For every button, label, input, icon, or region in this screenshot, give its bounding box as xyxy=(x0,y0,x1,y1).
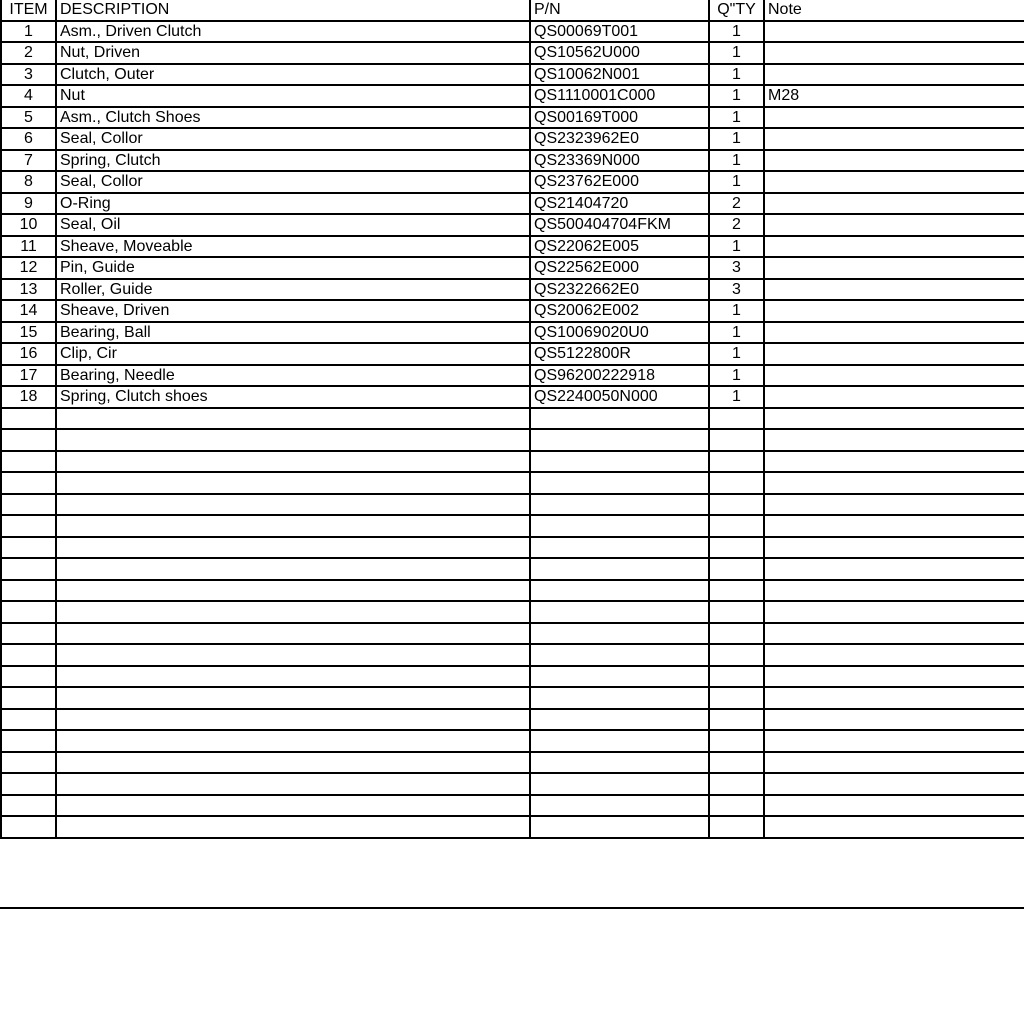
table-row xyxy=(1,365,1024,387)
cell-item xyxy=(1,752,56,774)
cell-note xyxy=(764,730,1024,752)
cell-description: Spring, Clutch shoes xyxy=(56,386,530,408)
cell-description: Seal, Collor xyxy=(56,171,530,193)
cell-note xyxy=(764,666,1024,688)
cell-part-number xyxy=(530,623,709,645)
cell-quantity: 1 xyxy=(709,85,764,107)
cell-quantity xyxy=(709,429,764,451)
table-row xyxy=(1,408,1024,430)
cell-quantity xyxy=(709,601,764,623)
cell-quantity xyxy=(709,537,764,559)
cell-note xyxy=(764,214,1024,236)
cell-item xyxy=(1,601,56,623)
cell-quantity xyxy=(709,558,764,580)
cell-quantity xyxy=(709,580,764,602)
table-row xyxy=(1,666,1024,688)
cell-part-number: QS00069T001 xyxy=(530,21,709,43)
cell-quantity xyxy=(709,451,764,473)
cell-item xyxy=(1,709,56,731)
cell-note xyxy=(764,365,1024,387)
cell-part-number xyxy=(530,752,709,774)
cell-note xyxy=(764,601,1024,623)
cell-note xyxy=(764,472,1024,494)
cell-note xyxy=(764,21,1024,43)
cell-part-number: QS5122800R xyxy=(530,343,709,365)
header-part-number: P/N xyxy=(530,0,709,21)
cell-quantity xyxy=(709,687,764,709)
cell-quantity xyxy=(709,795,764,817)
cell-description: Sheave, Driven xyxy=(56,300,530,322)
cell-part-number xyxy=(530,494,709,516)
cell-description xyxy=(56,601,530,623)
cell-description xyxy=(56,644,530,666)
table-row xyxy=(1,623,1024,645)
cell-description xyxy=(56,687,530,709)
cell-note xyxy=(764,42,1024,64)
cell-description: Roller, Guide xyxy=(56,279,530,301)
table-row xyxy=(1,214,1024,236)
cell-part-number xyxy=(530,580,709,602)
cell-part-number xyxy=(530,687,709,709)
cell-quantity: 1 xyxy=(709,42,764,64)
table-row xyxy=(1,64,1024,86)
cell-quantity xyxy=(709,472,764,494)
cell-note xyxy=(764,107,1024,129)
cell-part-number xyxy=(530,472,709,494)
header-quantity: Q"TY xyxy=(709,0,764,21)
table-row xyxy=(1,322,1024,344)
cell-description xyxy=(56,795,530,817)
table-row xyxy=(1,42,1024,64)
cell-item: 1 xyxy=(1,21,56,43)
cell-item: 3 xyxy=(1,64,56,86)
table-row xyxy=(1,558,1024,580)
cell-quantity: 2 xyxy=(709,214,764,236)
cell-note xyxy=(764,300,1024,322)
cell-quantity xyxy=(709,816,764,838)
cell-quantity xyxy=(709,644,764,666)
header-note: Note xyxy=(764,0,1024,21)
cell-note xyxy=(764,709,1024,731)
cell-item: 2 xyxy=(1,42,56,64)
cell-quantity: 1 xyxy=(709,322,764,344)
cell-description: Bearing, Needle xyxy=(56,365,530,387)
cell-item: 7 xyxy=(1,150,56,172)
cell-part-number: QS23369N000 xyxy=(530,150,709,172)
table-row xyxy=(1,795,1024,817)
table-row xyxy=(1,257,1024,279)
cell-item xyxy=(1,451,56,473)
cell-note xyxy=(764,257,1024,279)
cell-quantity: 1 xyxy=(709,343,764,365)
cell-description xyxy=(56,515,530,537)
cell-note xyxy=(764,773,1024,795)
cell-item: 13 xyxy=(1,279,56,301)
cell-note xyxy=(764,343,1024,365)
cell-item: 8 xyxy=(1,171,56,193)
table-header-row xyxy=(1,0,1024,21)
cell-item: 11 xyxy=(1,236,56,258)
cell-item xyxy=(1,687,56,709)
cell-description: Seal, Collor xyxy=(56,128,530,150)
cell-note xyxy=(764,687,1024,709)
cell-note xyxy=(764,279,1024,301)
cell-description xyxy=(56,666,530,688)
table-row xyxy=(1,773,1024,795)
cell-note xyxy=(764,451,1024,473)
cell-part-number: QS10562U000 xyxy=(530,42,709,64)
cell-note xyxy=(764,623,1024,645)
cell-quantity xyxy=(709,752,764,774)
cell-description: Nut, Driven xyxy=(56,42,530,64)
cell-part-number: QS20062E002 xyxy=(530,300,709,322)
table-row xyxy=(1,472,1024,494)
cell-item xyxy=(1,795,56,817)
cell-description: Clip, Cir xyxy=(56,343,530,365)
cell-item: 10 xyxy=(1,214,56,236)
cell-description: Seal, Oil xyxy=(56,214,530,236)
cell-note xyxy=(764,150,1024,172)
cell-description xyxy=(56,580,530,602)
cell-note xyxy=(764,537,1024,559)
table-row xyxy=(1,128,1024,150)
cell-part-number xyxy=(530,601,709,623)
table-row xyxy=(1,85,1024,107)
cell-note xyxy=(764,494,1024,516)
cell-quantity: 1 xyxy=(709,386,764,408)
cell-item: 6 xyxy=(1,128,56,150)
cell-item xyxy=(1,429,56,451)
cell-quantity: 1 xyxy=(709,171,764,193)
cell-description xyxy=(56,558,530,580)
cell-part-number xyxy=(530,451,709,473)
cell-description xyxy=(56,429,530,451)
cell-note xyxy=(764,795,1024,817)
table-row xyxy=(1,193,1024,215)
cell-item xyxy=(1,472,56,494)
cell-part-number xyxy=(530,408,709,430)
table-row xyxy=(1,451,1024,473)
cell-item: 17 xyxy=(1,365,56,387)
cell-description: Asm., Driven Clutch xyxy=(56,21,530,43)
cell-part-number: QS00169T000 xyxy=(530,107,709,129)
cell-item: 15 xyxy=(1,322,56,344)
table-body xyxy=(1,21,1024,838)
cell-note xyxy=(764,558,1024,580)
cell-description xyxy=(56,773,530,795)
table-row xyxy=(1,515,1024,537)
cell-description xyxy=(56,537,530,559)
table-row xyxy=(1,730,1024,752)
cell-item: 18 xyxy=(1,386,56,408)
cell-item xyxy=(1,558,56,580)
cell-note xyxy=(764,816,1024,838)
cell-item xyxy=(1,773,56,795)
cell-part-number: QS2323962E0 xyxy=(530,128,709,150)
table-row xyxy=(1,580,1024,602)
cell-description xyxy=(56,709,530,731)
table-row xyxy=(1,601,1024,623)
cell-quantity: 1 xyxy=(709,300,764,322)
cell-quantity xyxy=(709,773,764,795)
cell-quantity: 1 xyxy=(709,107,764,129)
cell-item: 14 xyxy=(1,300,56,322)
cell-part-number xyxy=(530,816,709,838)
cell-part-number xyxy=(530,429,709,451)
table-row xyxy=(1,644,1024,666)
table-row xyxy=(1,279,1024,301)
cell-quantity xyxy=(709,709,764,731)
cell-item xyxy=(1,816,56,838)
cell-quantity: 1 xyxy=(709,64,764,86)
cell-item xyxy=(1,580,56,602)
cell-note xyxy=(764,128,1024,150)
cell-description: Pin, Guide xyxy=(56,257,530,279)
cell-note xyxy=(764,408,1024,430)
cell-part-number xyxy=(530,537,709,559)
cell-quantity xyxy=(709,515,764,537)
cell-item: 12 xyxy=(1,257,56,279)
cell-item xyxy=(1,537,56,559)
cell-note xyxy=(764,322,1024,344)
cell-description: Sheave, Moveable xyxy=(56,236,530,258)
cell-part-number: QS1110001C000 xyxy=(530,85,709,107)
table-row xyxy=(1,171,1024,193)
cell-quantity xyxy=(709,408,764,430)
cell-description: Nut xyxy=(56,85,530,107)
cell-description: O-Ring xyxy=(56,193,530,215)
cell-part-number xyxy=(530,795,709,817)
cell-item xyxy=(1,644,56,666)
cell-item xyxy=(1,666,56,688)
cell-quantity: 1 xyxy=(709,21,764,43)
cell-item xyxy=(1,494,56,516)
cell-part-number: QS22562E000 xyxy=(530,257,709,279)
bottom-rule xyxy=(0,907,1024,909)
cell-description: Clutch, Outer xyxy=(56,64,530,86)
table-row xyxy=(1,537,1024,559)
cell-part-number xyxy=(530,773,709,795)
cell-description xyxy=(56,816,530,838)
cell-part-number: QS23762E000 xyxy=(530,171,709,193)
cell-part-number: QS10069020U0 xyxy=(530,322,709,344)
cell-description: Bearing, Ball xyxy=(56,322,530,344)
cell-quantity: 1 xyxy=(709,365,764,387)
cell-note xyxy=(764,752,1024,774)
table-row xyxy=(1,687,1024,709)
cell-note xyxy=(764,580,1024,602)
table-row xyxy=(1,150,1024,172)
cell-quantity: 1 xyxy=(709,150,764,172)
cell-note: M28 xyxy=(764,85,1024,107)
table-row xyxy=(1,709,1024,731)
cell-part-number: QS21404720 xyxy=(530,193,709,215)
cell-description xyxy=(56,408,530,430)
cell-item xyxy=(1,623,56,645)
header-description: DESCRIPTION xyxy=(56,0,530,21)
cell-quantity xyxy=(709,730,764,752)
cell-description: Spring, Clutch xyxy=(56,150,530,172)
cell-note xyxy=(764,429,1024,451)
cell-description: Asm., Clutch Shoes xyxy=(56,107,530,129)
cell-quantity: 3 xyxy=(709,257,764,279)
table-row xyxy=(1,429,1024,451)
table-row xyxy=(1,494,1024,516)
table-row xyxy=(1,343,1024,365)
cell-part-number xyxy=(530,730,709,752)
cell-part-number: QS2240050N000 xyxy=(530,386,709,408)
cell-part-number xyxy=(530,709,709,731)
cell-part-number xyxy=(530,558,709,580)
cell-part-number: QS500404704FKM xyxy=(530,214,709,236)
cell-description xyxy=(56,472,530,494)
cell-quantity xyxy=(709,623,764,645)
cell-description xyxy=(56,494,530,516)
cell-part-number: QS96200222918 xyxy=(530,365,709,387)
cell-note xyxy=(764,644,1024,666)
cell-item xyxy=(1,730,56,752)
cell-note xyxy=(764,236,1024,258)
cell-item: 5 xyxy=(1,107,56,129)
header-item: ITEM xyxy=(1,0,56,21)
cell-quantity xyxy=(709,494,764,516)
cell-note xyxy=(764,515,1024,537)
cell-description xyxy=(56,451,530,473)
cell-description xyxy=(56,730,530,752)
table-row xyxy=(1,752,1024,774)
cell-quantity: 1 xyxy=(709,236,764,258)
cell-note xyxy=(764,64,1024,86)
cell-item: 16 xyxy=(1,343,56,365)
cell-description xyxy=(56,623,530,645)
table-row xyxy=(1,236,1024,258)
cell-part-number xyxy=(530,644,709,666)
cell-part-number xyxy=(530,666,709,688)
cell-item xyxy=(1,515,56,537)
cell-quantity: 1 xyxy=(709,128,764,150)
cell-item: 9 xyxy=(1,193,56,215)
table-row xyxy=(1,386,1024,408)
cell-description xyxy=(56,752,530,774)
cell-note xyxy=(764,386,1024,408)
cell-part-number: QS22062E005 xyxy=(530,236,709,258)
cell-quantity: 2 xyxy=(709,193,764,215)
cell-quantity xyxy=(709,666,764,688)
table-row xyxy=(1,300,1024,322)
table-row xyxy=(1,107,1024,129)
cell-part-number xyxy=(530,515,709,537)
cell-quantity: 3 xyxy=(709,279,764,301)
cell-item xyxy=(1,408,56,430)
cell-part-number: QS10062N001 xyxy=(530,64,709,86)
table-row xyxy=(1,816,1024,838)
cell-note xyxy=(764,193,1024,215)
cell-item: 4 xyxy=(1,85,56,107)
cell-part-number: QS2322662E0 xyxy=(530,279,709,301)
cell-note xyxy=(764,171,1024,193)
table-row xyxy=(1,21,1024,43)
